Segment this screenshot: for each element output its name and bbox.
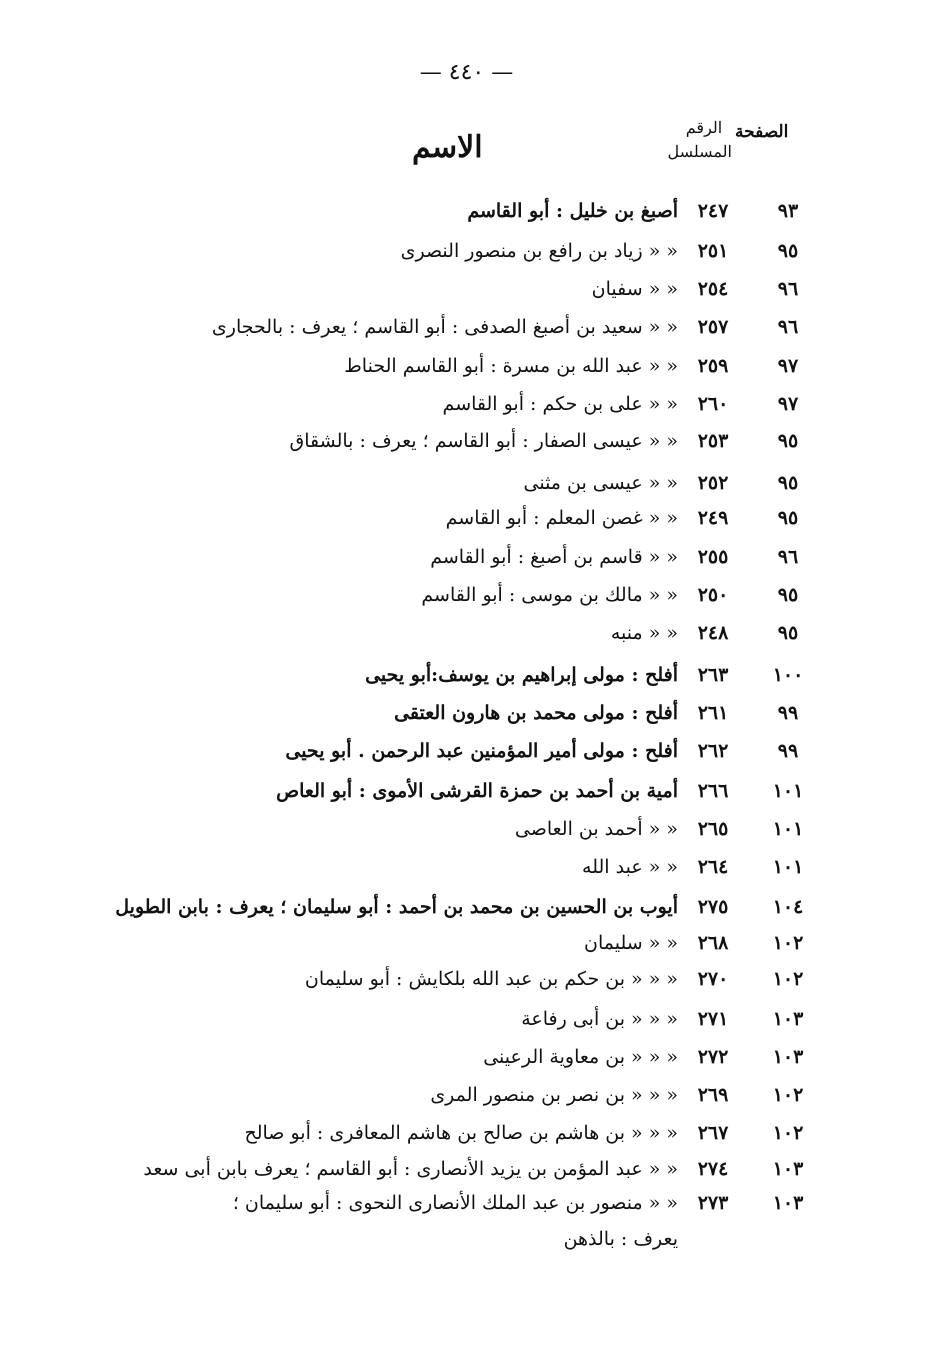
cell-name: أفلح : مولى أمير المؤمنين عبد الرحمن . أبو يحيى xyxy=(285,740,678,762)
cell-name: « « « بن حكم بن عبد الله بلكايش : أبو سليمان xyxy=(304,968,678,990)
cell-page: ٩٦ xyxy=(777,278,799,300)
cell-page: ١٠١ xyxy=(772,780,804,802)
cell-serial: ٢٦٧ xyxy=(697,1122,729,1144)
table-row xyxy=(0,507,933,539)
cell-name: « « غصن المعلم : أبو القاسم xyxy=(445,507,678,529)
cell-serial: ٢٧٠ xyxy=(697,968,729,990)
cell-serial: ٢٧٣ xyxy=(697,1192,729,1214)
cell-name: « « « بن هاشم بن صالح بن هاشم المعافرى : أبو صالح xyxy=(244,1122,678,1144)
table-row xyxy=(0,702,933,734)
cell-name: « « مالك بن موسى : أبو القاسم xyxy=(421,584,678,606)
table-row xyxy=(0,818,933,850)
cell-page: ٩٥ xyxy=(777,584,799,606)
cell-serial: ٢٧٥ xyxy=(697,896,729,918)
cell-name: أصبغ بن خليل : أبو القاسم xyxy=(467,200,678,222)
cell-name: « « « بن أبى رفاعة xyxy=(521,1008,678,1030)
row-continuation: يعرف : بالذهن xyxy=(563,1228,678,1250)
table-row xyxy=(0,278,933,310)
cell-name: أيوب بن الحسين بن محمد بن أحمد : أبو سليمان ؛ يعرف : بابن الطويل xyxy=(115,896,678,918)
cell-page: ١٠٣ xyxy=(772,1158,804,1180)
table-row xyxy=(0,1122,933,1154)
table-row xyxy=(0,664,933,696)
cell-name: أمية بن أحمد بن حمزة القرشى الأموى : أبو العاص xyxy=(276,780,678,802)
cell-serial: ٢٦٣ xyxy=(697,664,729,686)
cell-serial: ٢٥١ xyxy=(697,240,729,262)
cell-name: « « عبد الله xyxy=(582,856,678,878)
table-row xyxy=(0,584,933,616)
cell-serial: ٢٧٢ xyxy=(697,1046,729,1068)
table-row xyxy=(0,546,933,578)
cell-name: « « على بن حكم : أبو القاسم xyxy=(442,393,678,415)
cell-name: أفلح : مولى إبراهيم بن يوسف:أبو يحيى xyxy=(365,664,678,686)
table-row xyxy=(0,740,933,772)
cell-name: « « عبد الله بن مسرة : أبو القاسم الحناط xyxy=(344,355,678,377)
cell-serial: ٢٥٩ xyxy=(697,355,729,377)
cell-page: ٩٥ xyxy=(777,507,799,529)
cell-page: ١٠٢ xyxy=(772,1084,804,1106)
cell-page: ١٠٠ xyxy=(772,664,804,686)
cell-name: « « أحمد بن العاصى xyxy=(514,818,678,840)
table-row xyxy=(0,316,933,348)
column-header-serial xyxy=(667,116,732,164)
cell-serial: ٢٤٩ xyxy=(697,507,729,529)
cell-serial: ٢٦٥ xyxy=(697,818,729,840)
cell-page: ١٠٢ xyxy=(772,932,804,954)
table-row xyxy=(0,472,933,504)
cell-name: « « عيسى بن مثنى xyxy=(523,472,678,494)
cell-serial: ٢٦٢ xyxy=(697,740,729,762)
cell-page: ٩٥ xyxy=(777,430,799,452)
cell-name: أفلح : مولى محمد بن هارون العتقى xyxy=(394,702,678,724)
column-header-page: الصفحة xyxy=(735,122,789,142)
table-row xyxy=(0,1008,933,1040)
table-row xyxy=(0,1046,933,1078)
cell-serial: ٢٧٤ xyxy=(697,1158,729,1180)
cell-name: « « عيسى الصفار : أبو القاسم ؛ يعرف : بالشقاق xyxy=(289,430,678,452)
cell-name: « « سليمان xyxy=(584,932,678,954)
cell-serial: ٢٥٤ xyxy=(697,278,729,300)
table-row xyxy=(0,932,933,964)
cell-name: « « « بن معاوية الرعينى xyxy=(483,1046,678,1068)
cell-page: ١٠٣ xyxy=(772,1008,804,1030)
cell-name: « « عبد المؤمن بن يزيد الأنصارى : أبو القاسم ؛ يعرف بابن أبى سعد xyxy=(143,1158,678,1180)
cell-page: ٩٩ xyxy=(777,702,799,724)
cell-page: ١٠١ xyxy=(772,856,804,878)
cell-page: ٩٥ xyxy=(777,240,799,262)
cell-page: ٩٦ xyxy=(777,316,799,338)
cell-serial: ٢٦٩ xyxy=(697,1084,729,1106)
cell-serial: ٢٦٠ xyxy=(697,393,729,415)
cell-serial: ٢٥٧ xyxy=(697,316,729,338)
cell-serial: ٢٤٨ xyxy=(697,622,729,644)
cell-name: « « « بن نصر بن منصور المرى xyxy=(430,1084,678,1106)
cell-name: « « منبه xyxy=(610,622,678,644)
cell-serial: ٢٦٤ xyxy=(697,856,729,878)
cell-serial: ٢٥٢ xyxy=(697,472,729,494)
cell-page: ٩٩ xyxy=(777,740,799,762)
cell-serial: ٢٧١ xyxy=(697,1008,729,1030)
table-row xyxy=(0,1158,933,1190)
table-row xyxy=(0,240,933,272)
cell-name: « « منصور بن عبد الملك الأنصارى النحوى : أبو سليمان ؛ xyxy=(232,1192,678,1214)
cell-serial: ٢٥٣ xyxy=(697,430,729,452)
table-row xyxy=(0,1084,933,1116)
table-row xyxy=(0,856,933,888)
table-row xyxy=(0,355,933,387)
cell-name: « « سعيد بن أصبغ الصدفى : أبو القاسم ؛ يعرف : بالحجارى xyxy=(211,316,678,338)
cell-serial: ٢٥٠ xyxy=(697,584,729,606)
cell-name: « « زياد بن رافع بن منصور النصرى xyxy=(400,240,678,262)
cell-name: « « سفيان xyxy=(591,278,678,300)
table-row xyxy=(0,1192,933,1224)
table-row xyxy=(0,393,933,425)
table-row xyxy=(0,896,933,928)
cell-page: ٩٧ xyxy=(777,355,799,377)
table-row xyxy=(0,430,933,462)
cell-page: ٩٧ xyxy=(777,393,799,415)
cell-page: ١٠٢ xyxy=(772,1122,804,1144)
column-header-name: الاسم xyxy=(412,130,483,165)
table-row xyxy=(0,622,933,654)
cell-serial: ٢٦١ xyxy=(697,702,729,724)
cell-page: ٩٣ xyxy=(777,200,799,222)
table-row xyxy=(0,780,933,812)
cell-page: ١٠٤ xyxy=(772,896,804,918)
cell-page: ١٠٣ xyxy=(772,1192,804,1214)
column-header-serial-line2: المسلسل xyxy=(667,142,732,161)
page-number: — ٤٤٠ — xyxy=(419,60,514,85)
cell-page: ١٠١ xyxy=(772,818,804,840)
cell-serial: ٢٦٨ xyxy=(697,932,729,954)
cell-page: ٩٥ xyxy=(777,622,799,644)
column-header-serial-line1: الرقم xyxy=(685,118,723,137)
cell-serial: ٢٥٥ xyxy=(697,546,729,568)
cell-page: ٩٦ xyxy=(777,546,799,568)
cell-serial: ٢٤٧ xyxy=(697,200,729,222)
cell-page: ١٠٣ xyxy=(772,1046,804,1068)
cell-name: « « قاسم بن أصبغ : أبو القاسم xyxy=(430,546,678,568)
cell-page: ١٠٢ xyxy=(772,968,804,990)
table-row xyxy=(0,968,933,1000)
cell-serial: ٢٦٦ xyxy=(697,780,729,802)
table-row xyxy=(0,200,933,232)
cell-page: ٩٥ xyxy=(777,472,799,494)
